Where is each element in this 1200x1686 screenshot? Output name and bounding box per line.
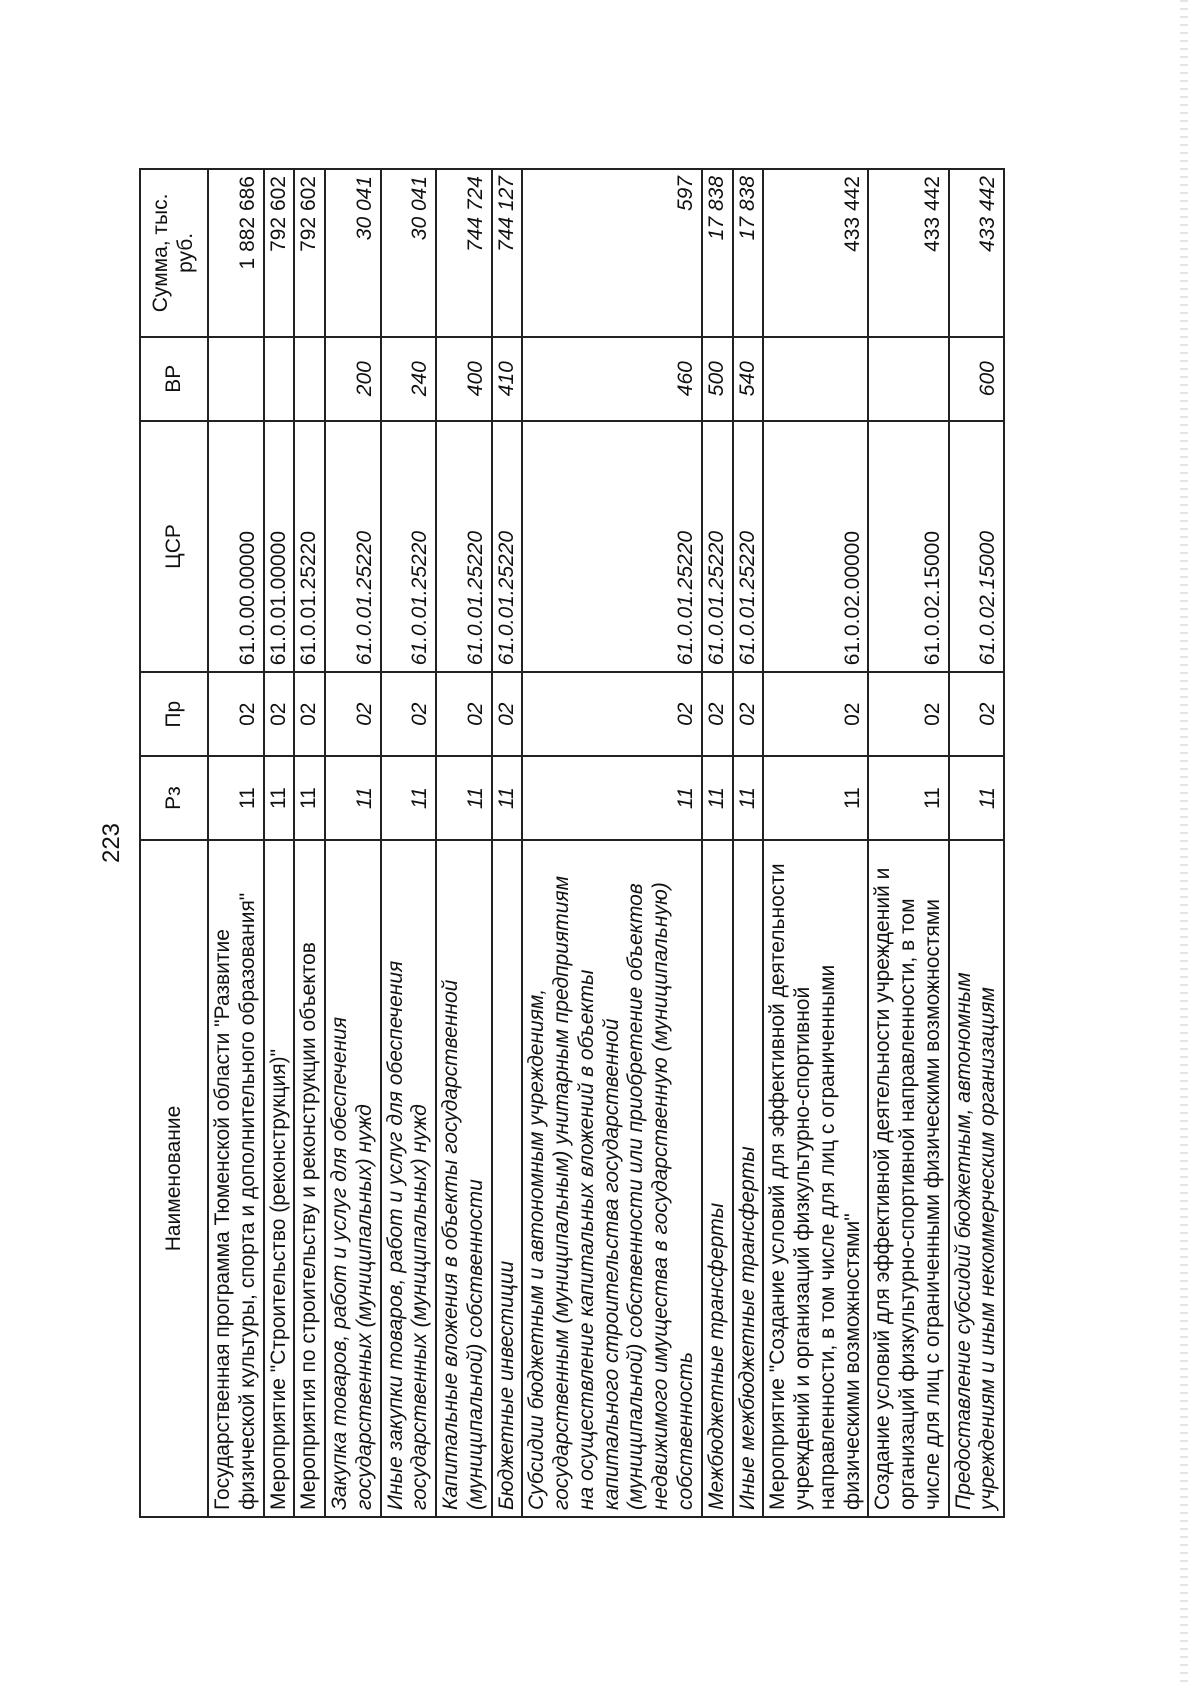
- row-name: Закупка товаров, работ и услуг для обеспечения государственных (муниципальных) нужд: [325, 840, 381, 1517]
- row-csr: 61.0.01.25220: [325, 421, 381, 673]
- row-rz: 11: [492, 756, 523, 840]
- row-csr: 61.0.01.25220: [381, 421, 437, 673]
- table-row: [949, 169, 1005, 1517]
- row-sum: 744 127: [492, 169, 523, 337]
- header-csr: ЦСР: [140, 421, 208, 673]
- table-row: [325, 169, 381, 1517]
- budget-table: [139, 168, 1005, 1518]
- row-vr: 240: [381, 337, 437, 421]
- table-row: [208, 169, 264, 1517]
- row-pr: 02: [381, 672, 437, 756]
- row-vr: [264, 337, 295, 421]
- row-vr: [868, 337, 948, 421]
- row-sum: 597: [522, 169, 701, 337]
- scan-edge-noise: [1180, 0, 1188, 1686]
- row-pr: 02: [763, 672, 868, 756]
- row-csr: 61.0.01.25220: [436, 421, 492, 673]
- row-name: Бюджетные инвестиции: [492, 840, 523, 1517]
- row-sum: 792 602: [294, 169, 325, 337]
- row-rz: 11: [733, 756, 764, 840]
- rotated-budget-table-wrap: [139, 168, 1054, 1518]
- row-csr: 61.0.01.00000: [264, 421, 295, 673]
- table-row: [763, 169, 868, 1517]
- row-name: Предоставление субсидий бюджетным, автономным учреждениям и иным некоммерческим организациям: [949, 840, 1005, 1517]
- row-name: Мероприятия по строительству и реконструкции объектов: [294, 840, 325, 1517]
- row-sum: 17 838: [733, 169, 764, 337]
- table-header-row: [140, 169, 208, 1517]
- row-pr: 02: [868, 672, 948, 756]
- row-rz: 11: [763, 756, 868, 840]
- row-name: Иные закупки товаров, работ и услуг для обеспечения государственных (муниципальных) нужд: [381, 840, 437, 1517]
- row-vr: 410: [492, 337, 523, 421]
- row-rz: 11: [208, 756, 264, 840]
- row-pr: 02: [436, 672, 492, 756]
- row-vr: 540: [733, 337, 764, 421]
- row-name: Мероприятие "Создание условий для эффективной деятельности учреждений и организаций физкультурно-спортивной направленности, в том числе для лиц с ограниченными физическими возможностями": [763, 840, 868, 1517]
- page-number: 223: [98, 822, 125, 864]
- header-vr: ВР: [140, 337, 208, 421]
- row-vr: [208, 337, 264, 421]
- row-rz: 11: [522, 756, 701, 840]
- row-vr: [294, 337, 325, 421]
- row-name: Иные межбюджетные трансферты: [733, 840, 764, 1517]
- row-name: Капитальные вложения в объекты государственной (муниципальной) собственности: [436, 840, 492, 1517]
- row-pr: 02: [949, 672, 1005, 756]
- row-name: Государственная программа Тюменской области "Развитие физической культуры, спорта и дополнительного образования": [208, 840, 264, 1517]
- row-name: Субсидии бюджетным и автономным учреждениям, государственным (муниципальным) унитарным предприятиям на осуществление капитальных вложений в объекты капитального строительства государственной (муниципальной) собственности или приобретение объектов недвижимого имущества в государственную (муниципальную) собственность: [522, 840, 701, 1517]
- row-rz: 11: [949, 756, 1005, 840]
- table-row: [264, 169, 295, 1517]
- row-pr: 02: [522, 672, 701, 756]
- row-pr: 02: [702, 672, 733, 756]
- row-rz: 11: [381, 756, 437, 840]
- row-pr: 02: [325, 672, 381, 756]
- row-sum: 433 442: [763, 169, 868, 337]
- header-rz: Рз: [140, 756, 208, 840]
- row-sum: 30 041: [325, 169, 381, 337]
- row-vr: 500: [702, 337, 733, 421]
- row-sum: 17 838: [702, 169, 733, 337]
- row-sum: 30 041: [381, 169, 437, 337]
- row-vr: 400: [436, 337, 492, 421]
- header-pr: Пр: [140, 672, 208, 756]
- row-rz: 11: [702, 756, 733, 840]
- row-sum: 433 442: [868, 169, 948, 337]
- row-name: Межбюджетные трансферты: [702, 840, 733, 1517]
- row-sum: 792 602: [264, 169, 295, 337]
- header-name: Наименование: [140, 840, 208, 1517]
- row-rz: 11: [325, 756, 381, 840]
- row-csr: 61.0.00.00000: [208, 421, 264, 673]
- row-vr: 200: [325, 337, 381, 421]
- row-rz: 11: [868, 756, 948, 840]
- row-csr: 61.0.02.15000: [868, 421, 948, 673]
- row-vr: [763, 337, 868, 421]
- table-row: [522, 169, 701, 1517]
- table-row: [381, 169, 437, 1517]
- row-sum: 433 442: [949, 169, 1005, 337]
- table-row: [702, 169, 733, 1517]
- row-rz: 11: [264, 756, 295, 840]
- row-rz: 11: [436, 756, 492, 840]
- row-pr: 02: [264, 672, 295, 756]
- row-csr: 61.0.01.25220: [702, 421, 733, 673]
- row-sum: 1 882 686: [208, 169, 264, 337]
- table-row: [492, 169, 523, 1517]
- row-csr: 61.0.01.25220: [294, 421, 325, 673]
- table-row: [294, 169, 325, 1517]
- row-csr: 61.0.01.25220: [733, 421, 764, 673]
- row-name: Мероприятие "Строительство (реконструкция)": [264, 840, 295, 1517]
- row-name: Создание условий для эффективной деятельности учреждений и организаций физкультурно-спортивной направленности, в том числе для лиц с ограниченными физическими возможностями: [868, 840, 948, 1517]
- row-csr: 61.0.01.25220: [522, 421, 701, 673]
- row-csr: 61.0.02.00000: [763, 421, 868, 673]
- row-csr: 61.0.01.25220: [492, 421, 523, 673]
- table-row: [868, 169, 948, 1517]
- table-row: [733, 169, 764, 1517]
- row-pr: 02: [492, 672, 523, 756]
- table-row: [436, 169, 492, 1517]
- row-pr: 02: [733, 672, 764, 756]
- row-vr: 460: [522, 337, 701, 421]
- row-sum: 744 724: [436, 169, 492, 337]
- header-sum: Сумма, тыс. руб.: [140, 169, 208, 337]
- row-csr: 61.0.02.15000: [949, 421, 1005, 673]
- row-vr: 600: [949, 337, 1005, 421]
- row-pr: 02: [208, 672, 264, 756]
- row-pr: 02: [294, 672, 325, 756]
- row-rz: 11: [294, 756, 325, 840]
